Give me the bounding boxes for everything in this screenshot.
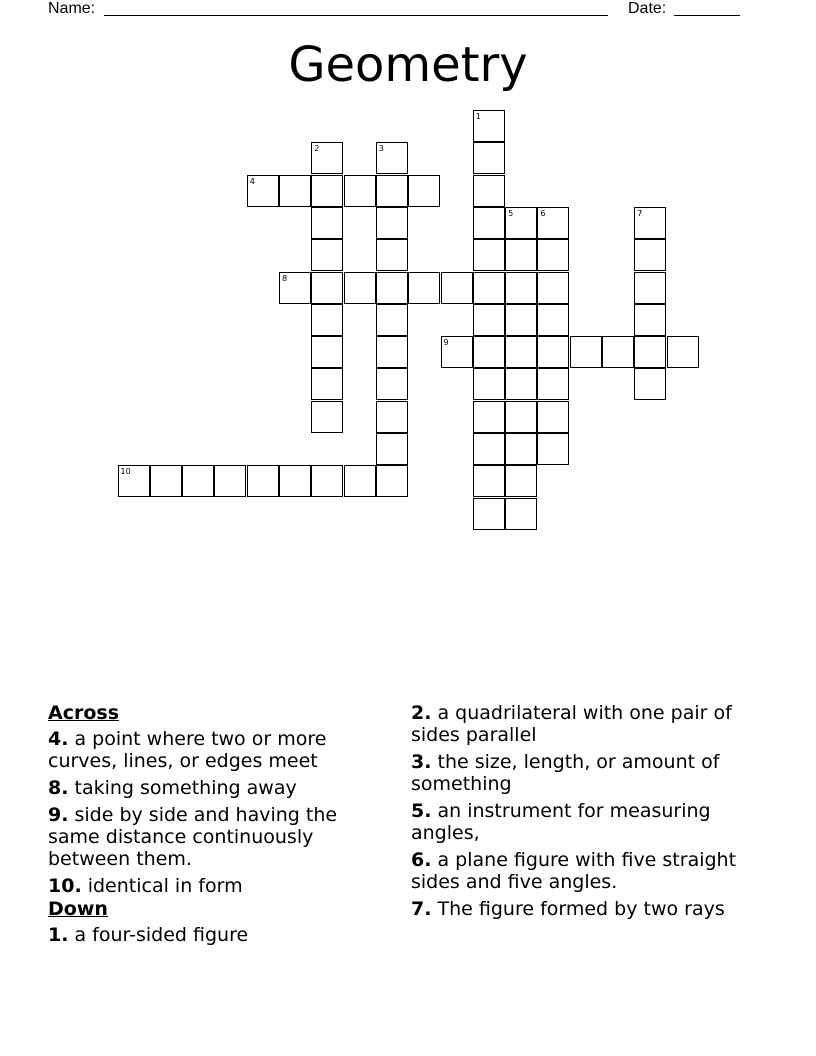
grid-cell[interactable] [505, 498, 537, 530]
grid-cell[interactable] [376, 175, 408, 207]
grid-cell[interactable] [505, 239, 537, 271]
grid-cell[interactable] [376, 368, 408, 400]
grid-cell[interactable] [376, 142, 408, 174]
grid-cell[interactable] [279, 272, 311, 304]
cell-number: 5 [508, 208, 514, 218]
cell-number: 6 [540, 208, 546, 218]
grid-cell[interactable] [537, 368, 569, 400]
grid-cell[interactable] [441, 272, 473, 304]
grid-cell[interactable] [634, 304, 666, 336]
grid-cell[interactable] [473, 401, 505, 433]
grid-cell[interactable] [376, 304, 408, 336]
grid-cell[interactable] [505, 433, 537, 465]
grid-cell[interactable] [311, 142, 343, 174]
grid-cell[interactable] [473, 465, 505, 497]
grid-cell[interactable] [537, 207, 569, 239]
grid-cell[interactable] [473, 368, 505, 400]
puzzle-title: Geometry [288, 37, 528, 93]
grid-cell[interactable] [311, 465, 343, 497]
clue-down-3: 3. the size, length, or amount of something [411, 751, 720, 795]
grid-cell[interactable] [376, 336, 408, 368]
grid-cell[interactable] [311, 368, 343, 400]
grid-cell[interactable] [311, 272, 343, 304]
cell-number: 7 [637, 208, 643, 218]
clue-down-7: 7. The figure formed by two rays [411, 898, 725, 920]
grid-cell[interactable] [505, 368, 537, 400]
grid-cell[interactable] [279, 465, 311, 497]
grid-cell[interactable] [150, 465, 182, 497]
grid-cell[interactable] [376, 433, 408, 465]
grid-cell[interactable] [505, 207, 537, 239]
grid-cell[interactable] [376, 207, 408, 239]
down-heading: Down [48, 898, 108, 920]
grid-cell[interactable] [344, 272, 376, 304]
grid-cell[interactable] [505, 304, 537, 336]
grid-cell[interactable] [537, 433, 569, 465]
grid-cell[interactable] [408, 272, 440, 304]
grid-cell[interactable] [473, 175, 505, 207]
clues-left-column [48, 702, 378, 951]
grid-cell[interactable] [537, 239, 569, 271]
grid-cell[interactable] [214, 465, 246, 497]
clue-down-2: 2. a quadrilateral with one pair of sides parallel [411, 702, 732, 746]
cell-number: 4 [249, 176, 255, 186]
cell-number: 8 [282, 273, 288, 283]
grid-cell[interactable] [634, 207, 666, 239]
grid-cell[interactable] [634, 336, 666, 368]
across-heading: Across [48, 702, 120, 724]
clue-across-8: 8. taking something away [48, 777, 297, 799]
grid-cell[interactable] [473, 498, 505, 530]
grid-cell[interactable] [634, 239, 666, 271]
grid-cell[interactable] [473, 433, 505, 465]
cell-number: 9 [443, 338, 449, 348]
clue-across-10: 10. identical in form [48, 875, 243, 897]
grid-cell[interactable] [182, 465, 214, 497]
grid-cell[interactable] [118, 465, 150, 497]
clue-across-9: 9. side by side and having the same distance continuously between them. [48, 804, 338, 870]
cell-number: 2 [314, 144, 320, 154]
grid-cell[interactable] [667, 336, 699, 368]
grid-cell[interactable] [376, 272, 408, 304]
grid-cell[interactable] [311, 401, 343, 433]
grid-cell[interactable] [473, 110, 505, 142]
grid-cell[interactable] [376, 401, 408, 433]
grid-cell[interactable] [473, 207, 505, 239]
grid-cell[interactable] [537, 272, 569, 304]
grid-cell[interactable] [537, 401, 569, 433]
cell-number: 10 [120, 467, 131, 477]
grid-cell[interactable] [376, 465, 408, 497]
grid-cell[interactable] [570, 336, 602, 368]
grid-cell[interactable] [505, 272, 537, 304]
grid-cell[interactable] [634, 368, 666, 400]
grid-cell[interactable] [441, 336, 473, 368]
grid-cell[interactable] [602, 336, 634, 368]
grid-cell[interactable] [279, 175, 311, 207]
grid-cell[interactable] [344, 465, 376, 497]
grid-cell[interactable] [376, 239, 408, 271]
grid-cell[interactable] [408, 175, 440, 207]
grid-cell[interactable] [537, 336, 569, 368]
date-label: Date: [628, 0, 667, 17]
clue-down-5: 5. an instrument for measuring angles, [411, 800, 711, 844]
grid-cell[interactable] [311, 336, 343, 368]
grid-cell[interactable] [473, 239, 505, 271]
grid-cell[interactable] [311, 175, 343, 207]
grid-cell[interactable] [505, 465, 537, 497]
clue-down-1: 1. a four-sided figure [48, 924, 249, 946]
grid-cell[interactable] [311, 304, 343, 336]
clues-right-column [411, 702, 751, 925]
grid-cell[interactable] [473, 142, 505, 174]
clue-across-4: 4. a point where two or more curves, lines, or edges meet [48, 728, 327, 772]
grid-cell[interactable] [505, 401, 537, 433]
grid-cell[interactable] [311, 239, 343, 271]
cell-number: 1 [475, 112, 481, 121]
grid-cell[interactable] [247, 465, 279, 497]
grid-cell[interactable] [473, 336, 505, 368]
grid-cell[interactable] [473, 304, 505, 336]
clue-down-6: 6. a plane figure with five straight sides and five angles. [411, 849, 737, 893]
grid-cell[interactable] [344, 175, 376, 207]
name-label: Name: [48, 0, 96, 17]
grid-cell[interactable] [505, 336, 537, 368]
cell-number: 3 [378, 144, 384, 154]
grid-cell[interactable] [537, 304, 569, 336]
grid-cell[interactable] [473, 272, 505, 304]
grid-cell[interactable] [247, 175, 279, 207]
grid-cell[interactable] [311, 207, 343, 239]
grid-cell[interactable] [634, 272, 666, 304]
